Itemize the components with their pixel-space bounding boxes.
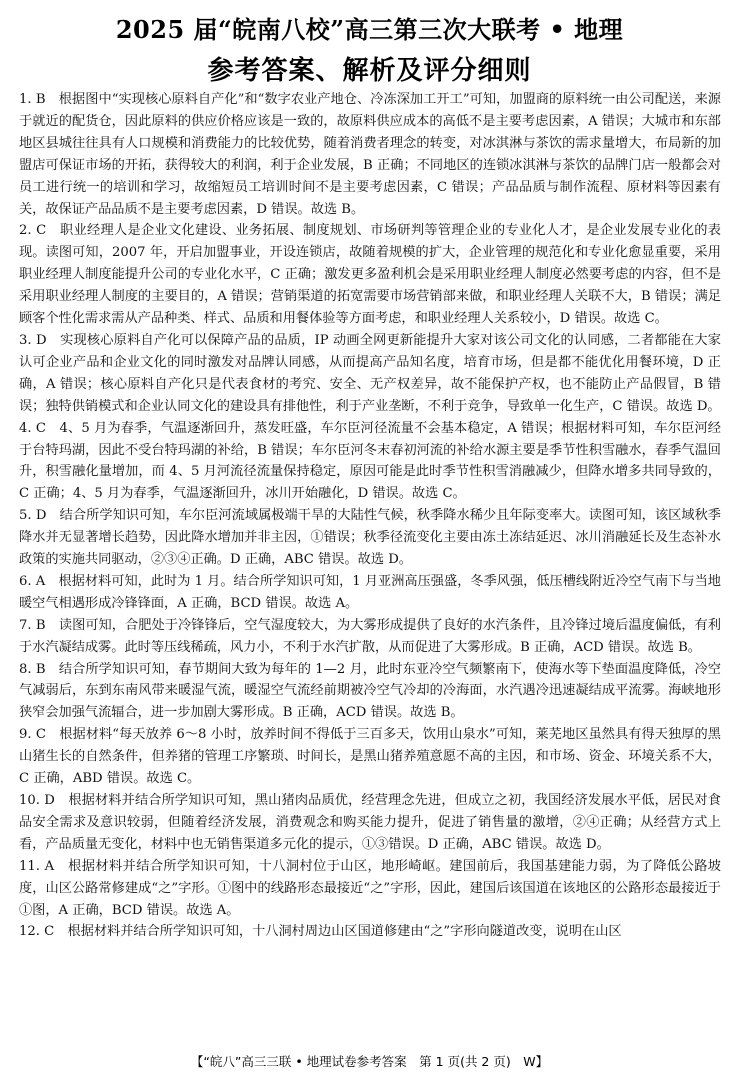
answer-item-9: 9. C 根据材料“每天放养 6～8 小时，放养时间不得低于三百多天，饮用山泉水”可知，莱芜地区虽然具有得天独厚的黑山猪生长的自然条件，但养猪的管理工序繁琐、时间长，是黑山猪养殖意愿不高的主因，和市场、资金、环境关系不大，C 正确，ABD 错误。故选 C。 bbox=[19, 727, 721, 787]
answer-item-5: 5. D 结合所学知识可知，车尔臣河流域属极端干旱的大陆性气候，秋季降水稀少且年际变率大。读图可知，该区域秋季降水并无显著增长趋势，因此降水增加并非主因，①错误；秋季径流变化主要由冻土冻结延迟、冰川消融延长及生态补水政策的实施共同驱动，②③④正确。D 正确，ABC 错误。故选 D。 bbox=[19, 508, 721, 568]
answer-item-7: 7. B 读图可知，合肥处于冷锋锋后，空气湿度较大，为大雾形成提供了良好的水汽条件，且冷锋过境后温度偏低，有利于水汽凝结成雾。此时等压线稀疏，风力小，不利于水汽扩散，从而促进了大雾形成。B 正确，ACD 错误。故选 B。 bbox=[19, 617, 721, 655]
answer-item-4: 4. C 4、5 月为春季，气温逐渐回升，蒸发旺盛，车尔臣河径流量不会基本稳定，A 错误；根据材料可知，车尔臣河经于台特玛湖，因此不受台特玛湖的补给，B 错误；车尔臣河冬末春初河流的补给水源主要是季节性积雪融水，春季气温回升，积雪融化量增加，而 4、5 月河流径流量保持稳定，原因可能是此时季节性积雪消融减少，但降水增多共同导致的，C 正确；4、5 月为春季，气温逐渐回升，冰川开始融化，D 错误。故选 C。 bbox=[19, 420, 721, 502]
answer-item-12: 12. C 根据材料并结合所学知识可知，十八洞村周边山区国道修建由“之”字形向隧道改变，说明在山区 bbox=[19, 924, 622, 940]
answer-item-10: 10. D 根据材料并结合所学知识可知，黑山猪肉品质优，经营理念先进，但成立之初，我国经济发展水平低，居民对食品安全需求及意识较弱，但随着经济发展，消费观念和购买能力提升，促进了销售量的激增，②④正确；从经营方式上看，产品质量无变化，材料中也无销售渠道多元化的提示，①③错误。D 正确，ABC 错误。故选 D。 bbox=[19, 793, 721, 852]
answer-item-1: 1. B 根据图中“实现核心原料自产化”和“数字农业产地仓、冷冻深加工开工”可知，加盟商的原料统一由公司配送，来源于就近的配货仓，因此原料的供应价格应该是一致的，故原料供应成本的高低不是主要考虑因素，A 错误；大城市和东部地区县城往往具有人口规模和消费能力的比较优势，随着消费者理念的转变，对冰淇淋与茶饮的需求量增大，布局新的加盟店可保证市场的开拓，获得较大的利润，利于企业发展，B 正确；不同地区的连锁冰淇淋与茶饮的品牌门店一般都会对员工进行统一的培训和学习，故缩短员工培训时间不是主要考虑因素，C 错误；产品品质与制作流程、原材料等因素有关，故保证产品品质不是主要考虑因素，D 错误。故选 B。 bbox=[19, 92, 721, 217]
answer-item-2: 2. C 职业经理人是企业文化建设、业务拓展、制度规划、市场研判等管理企业的专业化人才，是企业发展专业化的表现。读图可知，2007 年，开启加盟事业，开设连锁店，故随着规模的扩大，企业管理的规范化和专业化愈显重要，采用职业经理人制度能提升公司的专业化水平，C 正确；激发更多盈利机会是采用职业经理人制度必然要考虑的内容，但不是采用职业经理人制度的主要目的，A 错误；营销渠道的拓宽需要市场营销部来做，和职业经理人关联不大，B 错误；满足顾客个性化需求需从产品种类、样式、品质和用餐体验等方面考虑，和职业经理人关系较小，D 错误。故选 C。 bbox=[19, 223, 722, 327]
page-subtitle: 参考答案、解析及评分细则 bbox=[207, 56, 532, 86]
answer-item-6: 6. A 根据材料可知，此时为 1 月。结合所学知识可知，1 月亚洲高压强盛，冬季风强，低压槽线附近冷空气南下与当地暖空气相遇形成冷锋锋面，A 正确，BCD 错误。故选 A。 bbox=[19, 573, 721, 611]
page-title: 2025 届“皖南八校”高三第三次大联考 • 地理 bbox=[115, 15, 624, 44]
answer-item-11: 11. A 根据材料并结合所学知识可知，十八洞村位于山区，地形崎岖。建国前后，我国基建能力弱，为了降低公路坡度，山区公路常修建成“之”字形。①图中的线路形态最接近“之”字形，因此，建国后该国道在该地区的公路形态最接近于①图，A 正确，BCD 错误。故选 A。 bbox=[19, 858, 721, 918]
answer-item-3: 3. D 实现核心原料自产化可以保障产品的品质，IP 动画全网更新能提升大家对该公司文化的认同感，二者都能在大家认可企业产品和企业文化的同时激发对品牌认同感，从而提高产品知名度，培育市场，但是都不能优化用餐环境，D 正确，A 错误；核心原料自产化只是代表食材的考究、安全、无产权差异，故不能保护产权，也不能防止产品假冒，B 错误；独特供销模式和企业认同文化的建设具有排他性，利于产业垄断，不利于竞争，导致单一化生产，C 错误。故选 D。 bbox=[19, 332, 721, 414]
page-footer: 【“皖八”高三三联 • 地理试卷参考答案 第 1 页(共 2 页) W】 bbox=[190, 1054, 549, 1069]
answer-list bbox=[19, 89, 721, 943]
answer-item-8: 8. B 结合所学知识可知，春节期间大致为每年的 1—2 月，此时东亚冷空气频繁南下，使海水等下垫面温度降低，冷空气减弱后，东到东南风带来暖湿气流，暖湿空气流经前期被冷空气冷却的冷海面，水汽遇冷迅速凝结成平流雾。海峡地形狭窄会加强气流辐合，进一步加剧大雾形成。B 正确，ACD 错误。故选 B。 bbox=[19, 661, 721, 721]
